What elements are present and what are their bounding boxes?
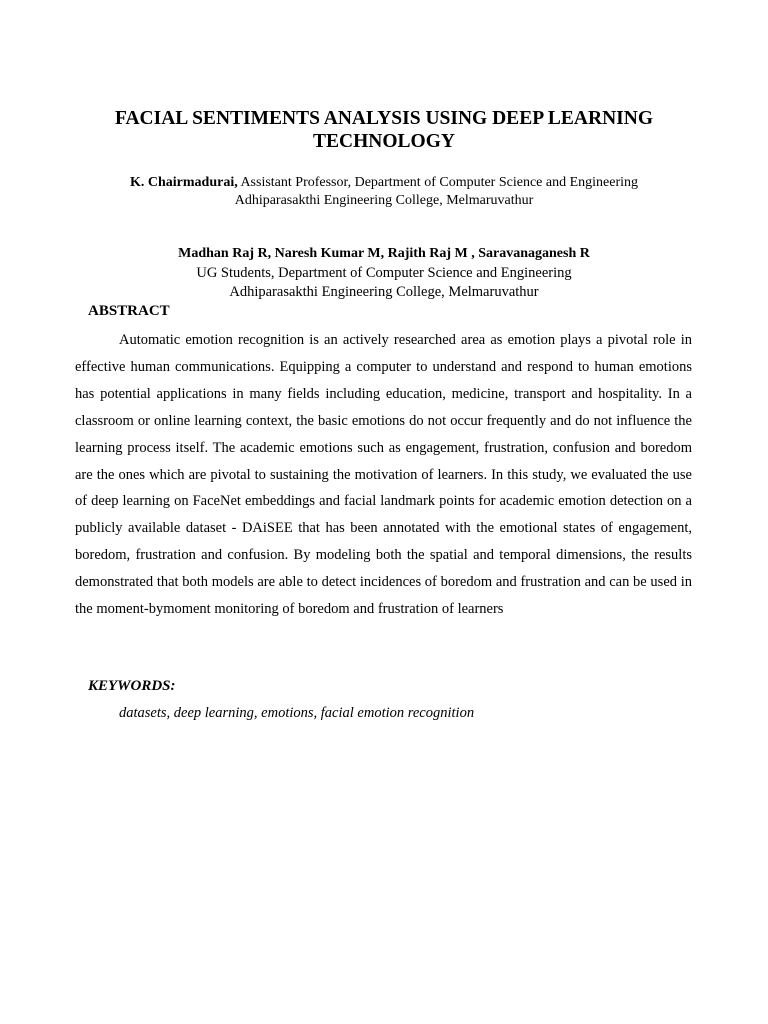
author-students-affiliation: Adhiparasakthi Engineering College, Melmaruvathur bbox=[229, 284, 539, 300]
keywords-body: datasets, deep learning, emotions, facial emotion recognition bbox=[119, 705, 475, 721]
author-students-role: UG Students, Department of Computer Science and Engineering bbox=[196, 264, 572, 281]
paper-title bbox=[60, 107, 708, 153]
abstract-heading: ABSTRACT bbox=[88, 303, 170, 319]
author-faculty-role: Assistant Professor, Department of Computer Science and Engineering bbox=[237, 175, 639, 190]
author-faculty-name: K. Chairmadurai, bbox=[129, 175, 238, 190]
author-faculty-affiliation: Adhiparasakthi Engineering College, Melmaruvathur bbox=[234, 193, 534, 208]
author-block-students bbox=[60, 244, 708, 303]
author-block-faculty bbox=[60, 174, 708, 210]
paper-title-line2: TECHNOLOGY bbox=[313, 131, 455, 152]
author-faculty-line bbox=[60, 174, 708, 192]
keywords-heading: KEYWORDS: bbox=[88, 678, 176, 694]
paper-title-line1: FACIAL SENTIMENTS ANALYSIS USING DEEP LEARNING bbox=[114, 108, 654, 129]
author-students-names: Madhan Raj R, Naresh Kumar M, Rajith Raj M , Saravanaganesh R bbox=[178, 246, 590, 261]
abstract-body: Automatic emotion recognition is an actively researched area as emotion plays a pivotal role in effective human communications. Equipping a computer to understand and respond to human emotions has potential applications in many fields including education, medicine, transport and hospitality. In a classroom or online learning context, the basic emotions do not occur frequently and do not influence the learning process itself. The academic emotions such as engagement, frustration, confusion and boredom are the ones which are pivotal to sustaining the motivation of learners. In this study, we evaluated the use of deep learning on FaceNet embeddings and facial landmark points for academic emotion detection on a publicly available dataset - DAiSEE that has been annotated with the emotional states of engagement, boredom, frustration and confusion. By modeling both the spatial and temporal dimensions, the results demonstrated that both models are able to detect incidences of boredom and frustration and can be used in the moment-bymoment monitoring of boredom and frustration of learners bbox=[75, 332, 692, 618]
